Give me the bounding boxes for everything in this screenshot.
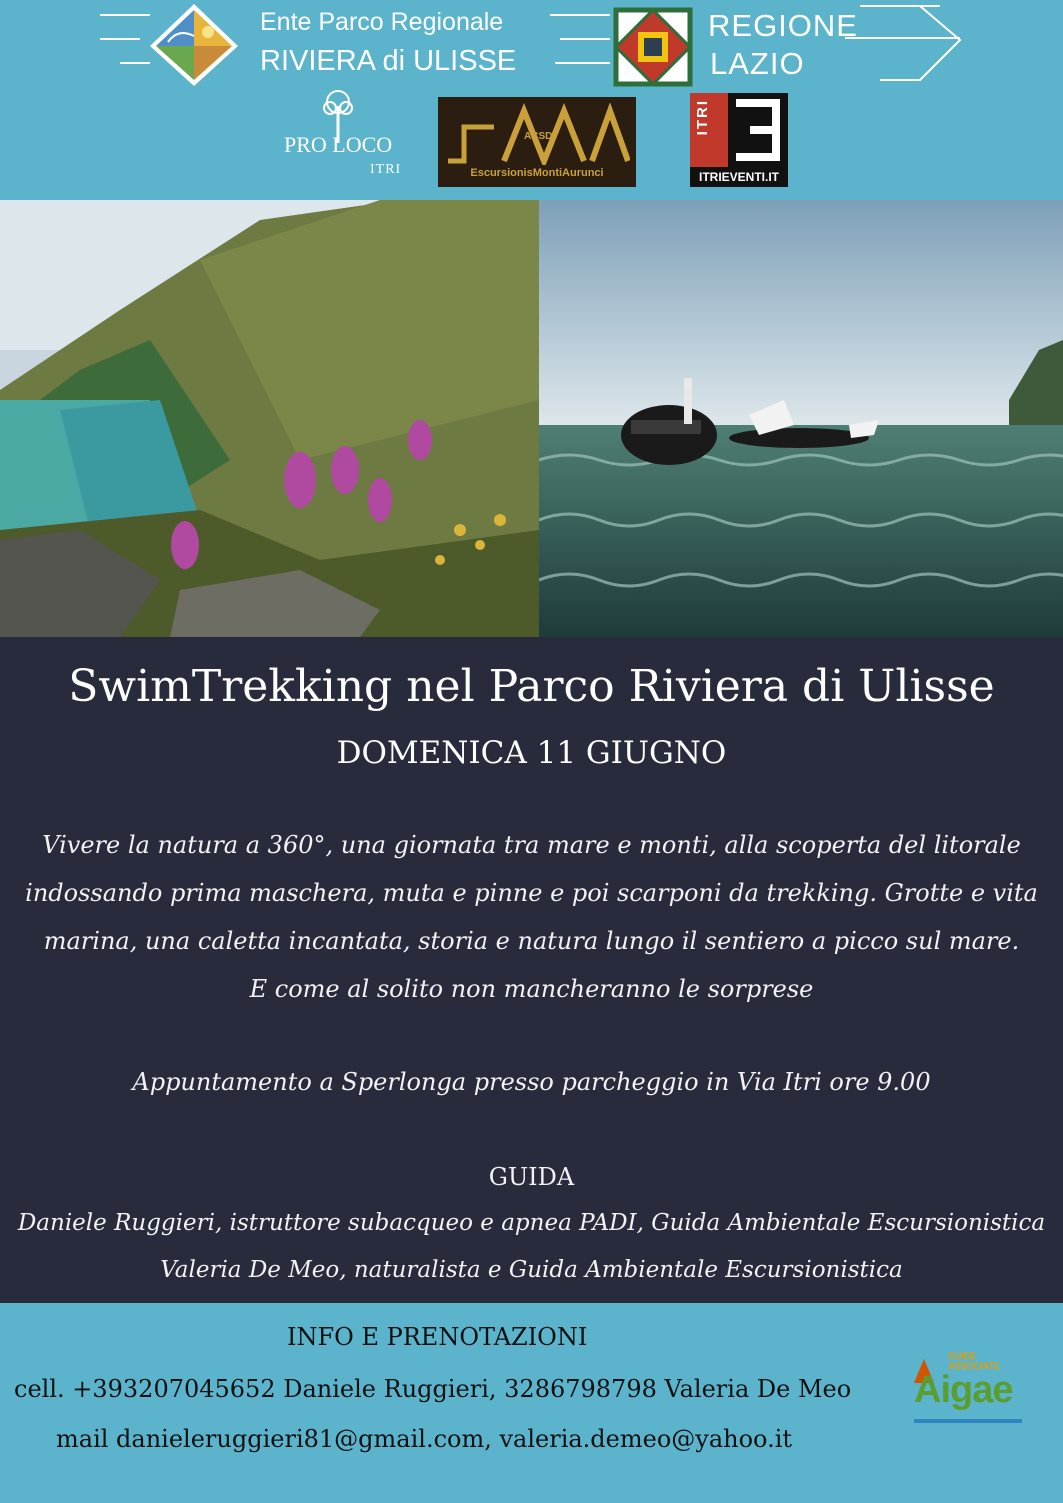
guide-line: Daniele Ruggieri, istruttore subacqueo e apnea PADI, Guida Ambientale Escursionistica <box>17 1210 1046 1236</box>
parco-name-line1: Ente Parco Regionale <box>260 8 504 36</box>
event-details <box>0 637 1063 1303</box>
divider-line <box>100 14 150 16</box>
itri-e-bar <box>750 126 780 134</box>
itrieventi-logo <box>690 93 788 187</box>
aigae-word: Aigae <box>914 1369 1013 1411</box>
swimmer-photo-art <box>539 200 1063 637</box>
description-line: indossando prima maschera, muta e pinne e poi scarponi da trekking. Grotte e vita <box>25 879 1038 907</box>
itri-caption: ITRIEVENTI.IT <box>698 170 779 184</box>
description-line: marina, una caletta incantata, storia e natura lungo il sentiero a picco sul mare. <box>43 927 1020 955</box>
ema-logo <box>438 97 636 187</box>
guide-heading: GUIDA <box>488 1163 575 1191</box>
appointment-text: Appuntamento a Sperlonga presso parcheggio in Via Itri ore 9.00 <box>132 1068 931 1096</box>
swimmer-photo <box>539 200 1063 637</box>
ema-subtitle: EscursionisMontiAurunci <box>470 167 604 179</box>
regione-frame-lines <box>860 4 970 84</box>
aigae-underline <box>914 1419 1022 1423</box>
ema-acsd: ACSD <box>524 131 553 142</box>
description-line: Vivere la natura a 360°, una giornata tra mare e monti, alla scoperta del litorale <box>42 831 1021 859</box>
aigae-logo <box>910 1351 1025 1441</box>
proloco-name: PRO LOCO <box>284 132 393 157</box>
divider-line <box>100 38 140 40</box>
regione-lazio-emblem <box>612 6 694 88</box>
info-footer <box>0 1303 1063 1503</box>
aigae-badge: GUIDE ASSOCIATE <box>948 1351 1000 1371</box>
email-contacts: mail danieleruggieri81@gmail.com, valeria.demeo@yahoo.it <box>56 1425 793 1453</box>
description-line: E come al solito non mancheranno le sorprese <box>249 975 814 1003</box>
regione-line2: LAZIO <box>710 46 805 81</box>
divider-line <box>120 62 150 64</box>
divider-line <box>560 38 610 40</box>
regione-line1: REGIONE <box>708 8 858 43</box>
guide-line: Valeria De Meo, naturalista e Guida Ambientale Escursionistica <box>160 1257 903 1283</box>
phone-contacts: cell. +393207045652 Daniele Ruggieri, 3286798798 Valeria De Meo <box>14 1375 852 1403</box>
coast-photo-art <box>0 200 539 637</box>
proloco-town: ITRI <box>370 162 402 177</box>
event-title: SwimTrekking nel Parco Riviera di Ulisse <box>68 661 995 712</box>
info-heading: INFO E PRENOTAZIONI <box>287 1323 588 1351</box>
itri-word: ITRI <box>694 99 711 136</box>
divider-line <box>550 14 610 16</box>
header-band <box>0 0 1063 200</box>
coast-trail-photo <box>0 200 539 637</box>
event-date: DOMENICA 11 GIUGNO <box>336 735 727 771</box>
parco-riviera-logo <box>148 2 240 88</box>
divider-line <box>555 62 610 64</box>
parco-name-line2: RIVIERA di ULISSE <box>260 45 517 77</box>
